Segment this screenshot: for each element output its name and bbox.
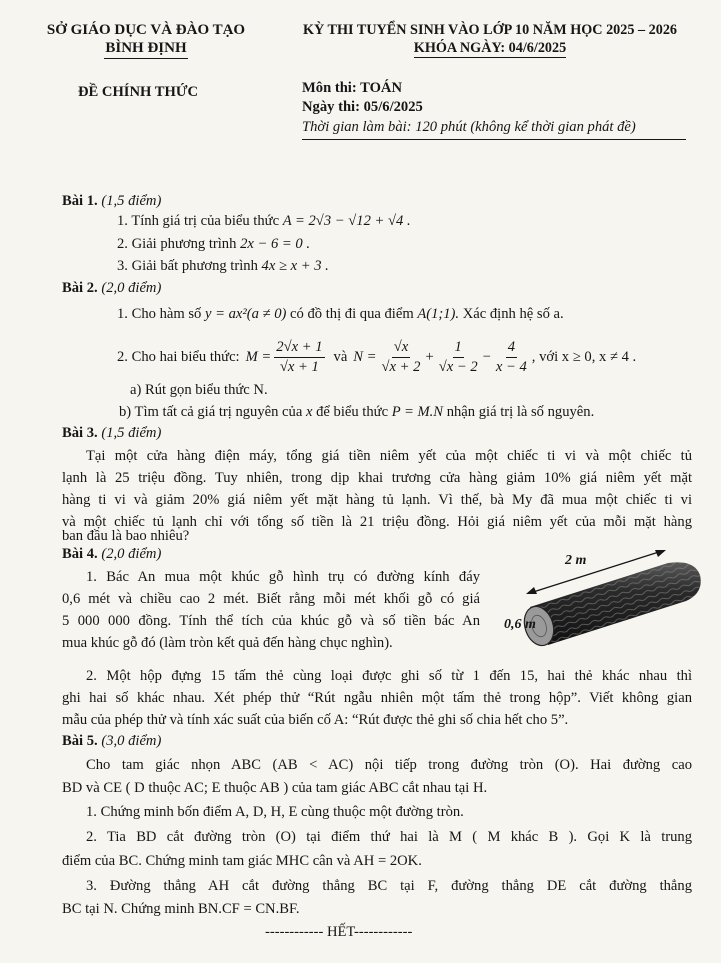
bai2-title: Bài 2. <box>62 280 98 296</box>
bai5-title: Bài 5. <box>62 733 98 749</box>
bai2-q1 <box>117 306 564 323</box>
N-f2-denominator: √x − 2 <box>438 358 478 375</box>
condition: , với x ≥ 0, x ≠ 4 . <box>531 348 637 365</box>
bai4-q2-line-3: mẫu của phép thử và tính xác suất của biến cố A: “Rút được thẻ ghi số chia hết cho 5”. <box>62 712 569 728</box>
log-body <box>530 562 701 645</box>
N-f3-numerator: 4 <box>506 339 517 358</box>
bai4-q2-line-1: 2. Một hộp đựng 15 tấm thẻ cùng loại được ghi số từ 1 đến 15, hai thẻ khác nhau thì <box>86 668 692 684</box>
bai5-q2-line-2: điểm của BC. Chứng minh tam giác MHC cân và AH = 2OK. <box>62 853 422 869</box>
bai3-line-5: ban đầu là bao nhiêu? <box>62 528 190 544</box>
bai3-line-2: lạnh là 25 triệu đồng. Tuy nhiên, trong dịp khai trương cửa hàng giảm 10% giá niêm yết mặt <box>62 470 692 486</box>
bai2-heading <box>62 280 161 297</box>
bai2-qb-prefix: b) Tìm tất cả giá trị nguyên của <box>119 404 303 420</box>
subject: Môn thi: TOÁN <box>302 80 403 96</box>
N-fraction-3 <box>494 339 529 376</box>
log-diameter-label: 0,6 m <box>504 617 536 632</box>
official-label: ĐỀ CHÍNH THỨC <box>78 84 199 100</box>
bai5-heading <box>62 733 161 750</box>
bai4-q1-line-2: 0,6 mét và chiều cao 2 mét. Biết rằng mỗi mét khối gỗ có giá <box>62 591 480 607</box>
bai5-line-1: Cho tam giác nhọn ABC (AB < AC) nội tiếp trong đường tròn (O). Hai đường cao <box>86 757 692 773</box>
bai2-q1-math: y = ax²(a ≠ 0) <box>204 306 287 322</box>
minus-sign: − <box>482 348 491 365</box>
log-length-label: 2 m <box>565 553 587 568</box>
province-name: BÌNH ĐỊNH <box>105 40 187 56</box>
bai3-line-1: Tại một cửa hàng điện máy, tổng giá tiền niêm yết của một chiếc ti vi và một chiếc tủ <box>86 448 692 464</box>
bai3-title: Bài 3. <box>62 425 98 441</box>
bai3-heading <box>62 425 161 442</box>
duration-underline <box>302 139 686 140</box>
bai2-q1-point: A(1;1). <box>417 306 460 322</box>
bai1-points: (1,5 điểm) <box>101 193 162 209</box>
bai1-title: Bài 1. <box>62 193 98 209</box>
exam-day: Ngày thi: 05/6/2025 <box>302 99 423 115</box>
bai2-qb <box>119 404 594 421</box>
header-left <box>10 22 282 59</box>
length-arrow-head-right <box>655 550 666 557</box>
bai2-q2-prefix: 2. Cho hai biểu thức: <box>117 348 240 365</box>
bai4-heading <box>62 546 161 563</box>
bai4-q1-line-4: mua khúc gỗ đó (làm tròn kết quả đến hàng chục nghìn). <box>62 635 393 651</box>
M-fraction <box>274 339 324 376</box>
bai4-q2-line-2: ghi hai số khác nhau. Xét phép thử “Rút ngẫu nhiên một tấm thẻ trong hộp”. Viết không gian <box>62 690 692 706</box>
bai3-line-3: hàng ti vi và giảm 20% giá niêm yết mặt hàng tủ lạnh. Vì thế, bà My đã mua một chiếc ti vi <box>62 492 692 508</box>
bai1-q3-prefix: 3. Giải bất phương trình <box>117 258 258 274</box>
bai1-heading <box>62 193 161 210</box>
bai2-qb-suffix: nhận giá trị là số nguyên. <box>446 404 595 420</box>
bai1-q2-math: 2x − 6 = 0 . <box>240 236 311 252</box>
bai5-q3-line-2: BC tại N. Chứng minh BN.CF = CN.BF. <box>62 901 300 917</box>
N-f1-numerator: √x <box>392 339 411 358</box>
bai2-qb-x: x <box>305 404 313 420</box>
N-f1-denominator: √x + 2 <box>381 358 421 375</box>
bai1-q2 <box>117 236 310 253</box>
length-arrow-head-left <box>526 587 537 594</box>
exam-title: KỲ THI TUYỂN SINH VÀO LỚP 10 NĂM HỌC 2025 – 2026 <box>302 22 678 38</box>
bai1-q3-math: 4x ≥ x + 3 . <box>261 258 329 274</box>
bai5-line-2: BD và CE ( D thuộc AC; E thuộc AB ) của tam giác ABC cắt nhau tại H. <box>62 780 488 796</box>
bai1-q1-math: A = 2√3 − √12 + √4 . <box>282 213 411 229</box>
N-f3-denominator: x − 4 <box>495 358 527 375</box>
N-fraction-2 <box>437 339 480 376</box>
exam-date: KHÓA NGÀY: 04/6/2025 <box>413 40 567 56</box>
bai2-points: (2,0 điểm) <box>101 280 162 296</box>
bai5-q1: 1. Chứng minh bốn điểm A, D, H, E cùng thuộc một đường tròn. <box>86 804 464 820</box>
department-name: SỞ GIÁO DỤC VÀ ĐÀO TẠO <box>46 22 246 38</box>
M-numerator: 2√x + 1 <box>274 339 324 358</box>
M-lhs: M = <box>245 348 272 365</box>
bai4-title: Bài 4. <box>62 546 98 562</box>
bai2-q2 <box>117 334 636 380</box>
N-fraction-1 <box>380 339 423 376</box>
plus-sign: + <box>425 348 434 365</box>
bai2-q1-suffix: Xác định hệ số a. <box>462 306 564 322</box>
bai4-q1-line-3: 5 000 000 đồng. Tính thể tích của khúc gỗ và số tiền bác An <box>62 613 480 629</box>
bai5-q3-line-1: 3. Đường thẳng AH cắt đường thẳng BC tại F, đường thẳng DE cắt đường thẳng <box>86 878 692 894</box>
and-word: và <box>333 348 348 365</box>
N-lhs: N = <box>353 348 377 365</box>
bai2-qb-mid: để biểu thức <box>316 404 389 420</box>
bai3-line-4: và một chiếc tủ lạnh chỉ với tổng số tiền là 21 triệu đồng. Hỏi giá niêm yết của mỗi mặt hàng <box>62 514 692 530</box>
end-marker: ------------ HẾT------------ <box>265 924 413 940</box>
log-cylinder-figure <box>490 545 710 655</box>
N-f2-numerator: 1 <box>453 339 464 358</box>
bai1-q2-prefix: 2. Giải phương trình <box>117 236 237 252</box>
bai2-qa: a) Rút gọn biểu thức N. <box>130 382 268 398</box>
header-right <box>280 22 700 58</box>
bai4-points: (2,0 điểm) <box>101 546 162 562</box>
bai2-q1-mid: có đồ thị đi qua điểm <box>290 306 414 322</box>
bai5-q2-line-1: 2. Tia BD cắt đường tròn (O) tại điểm thứ hai là M ( M khác B ). Gọi K là trung <box>86 829 692 845</box>
M-denominator: √x + 1 <box>279 358 319 375</box>
bai3-points: (1,5 điểm) <box>101 425 162 441</box>
province-underline <box>104 58 188 59</box>
bai1-q3 <box>117 258 329 275</box>
duration: Thời gian làm bài: 120 phút (không kể thời gian phát đề) <box>302 119 636 135</box>
bai4-q1-line-1: 1. Bác An mua một khúc gỗ hình trụ có đường kính đáy <box>86 569 480 585</box>
bai1-q1-prefix: 1. Tính giá trị của biểu thức <box>117 213 280 229</box>
bai2-qb-math: P = M.N <box>391 404 444 420</box>
bai2-q1-prefix: 1. Cho hàm số <box>117 306 202 322</box>
bai5-points: (3,0 điểm) <box>101 733 162 749</box>
bai1-q1 <box>117 213 411 230</box>
